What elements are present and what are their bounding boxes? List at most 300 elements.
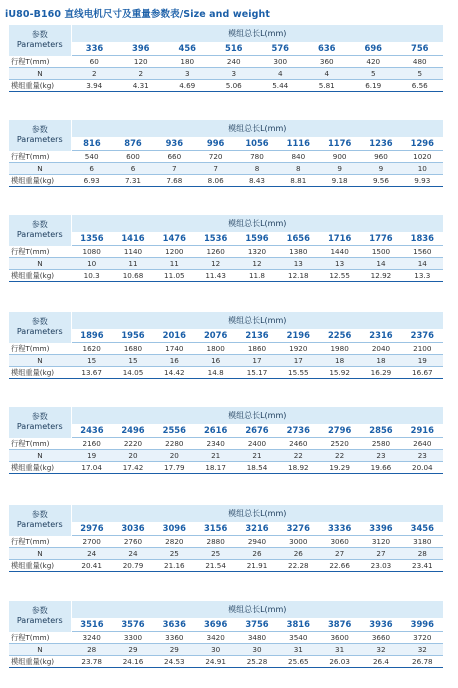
weight-cell: 17.42 <box>112 462 153 474</box>
n-cell: 28 <box>71 644 112 656</box>
stroke-cell: 3540 <box>278 632 319 644</box>
weight-cell: 21.91 <box>236 560 277 572</box>
stroke-row-label: 行程T(mm) <box>9 151 71 163</box>
length-group-header: 模组总长L(mm) <box>71 407 443 424</box>
n-row-label: N <box>9 68 71 80</box>
n-cell: 15 <box>71 355 112 367</box>
stroke-row <box>9 246 443 258</box>
stroke-cell: 2220 <box>112 438 153 450</box>
stroke-row <box>9 151 443 163</box>
length-group-header: 模组总长L(mm) <box>71 120 443 137</box>
table-header-row <box>9 215 443 232</box>
length-group-header: 模组总长L(mm) <box>71 312 443 329</box>
n-cell: 18 <box>360 355 401 367</box>
stroke-cell: 2760 <box>112 536 153 548</box>
stroke-row-label: 行程T(mm) <box>9 246 71 258</box>
weight-row-label: 模组重量(kg) <box>9 560 71 572</box>
length-cell: 3636 <box>154 618 195 632</box>
weight-cell: 18.17 <box>195 462 236 474</box>
weight-cell: 24.91 <box>195 656 236 668</box>
stroke-cell: 2040 <box>360 343 401 355</box>
weight-row-label: 模组重量(kg) <box>9 462 71 474</box>
weight-row-label: 模组重量(kg) <box>9 80 71 92</box>
weight-cell: 6.19 <box>350 80 397 92</box>
n-cell: 17 <box>236 355 277 367</box>
parameters-label-en: Parameters <box>16 422 63 432</box>
n-cell: 26 <box>278 548 319 560</box>
stroke-cell: 420 <box>350 56 397 68</box>
length-cell: 1776 <box>360 232 401 246</box>
weight-cell: 20.41 <box>71 560 112 572</box>
stroke-cell: 1800 <box>195 343 236 355</box>
weight-row <box>9 462 443 474</box>
weight-cell: 15.55 <box>278 367 319 379</box>
weight-cell: 14.05 <box>112 367 153 379</box>
length-group-header: 模组总长L(mm) <box>71 601 443 618</box>
n-cell: 31 <box>319 644 360 656</box>
n-row <box>9 258 443 270</box>
n-row <box>9 355 443 367</box>
n-cell: 24 <box>112 548 153 560</box>
weight-cell: 17.04 <box>71 462 112 474</box>
n-cell: 16 <box>154 355 195 367</box>
length-cell: 516 <box>211 42 258 56</box>
weight-cell: 9.18 <box>319 175 360 187</box>
weight-cell: 5.81 <box>304 80 351 92</box>
table-header-row <box>9 312 443 329</box>
length-cell: 1116 <box>278 137 319 151</box>
length-cell: 3276 <box>278 522 319 536</box>
stroke-cell: 1980 <box>319 343 360 355</box>
length-group-header: 模组总长L(mm) <box>71 505 443 522</box>
table-header-row <box>9 407 443 424</box>
length-cell: 3396 <box>360 522 401 536</box>
stroke-cell: 1500 <box>360 246 401 258</box>
n-cell: 20 <box>154 450 195 462</box>
n-cell: 19 <box>402 355 443 367</box>
length-cell: 2856 <box>360 424 401 438</box>
length-cell: 1236 <box>360 137 401 151</box>
weight-row <box>9 656 443 668</box>
weight-cell: 13.3 <box>402 270 443 282</box>
length-row <box>9 424 443 438</box>
weight-row <box>9 270 443 282</box>
weight-cell: 7.31 <box>112 175 153 187</box>
length-cell: 756 <box>397 42 444 56</box>
n-cell: 4 <box>257 68 304 80</box>
weight-cell: 6.56 <box>397 80 444 92</box>
n-cell: 7 <box>154 163 195 175</box>
stroke-cell: 1560 <box>402 246 443 258</box>
stroke-cell: 1140 <box>112 246 153 258</box>
stroke-cell: 3600 <box>319 632 360 644</box>
length-row <box>9 137 443 151</box>
stroke-cell: 120 <box>118 56 165 68</box>
weight-cell: 12.55 <box>319 270 360 282</box>
stroke-cell: 1020 <box>402 151 443 163</box>
weight-row <box>9 175 443 187</box>
length-cell: 3816 <box>278 618 319 632</box>
weight-cell: 15.92 <box>319 367 360 379</box>
parameters-label-cn: 参数 <box>31 606 48 616</box>
length-cell: 3036 <box>112 522 153 536</box>
stroke-row <box>9 343 443 355</box>
weight-cell: 18.92 <box>278 462 319 474</box>
length-cell: 1476 <box>154 232 195 246</box>
weight-cell: 9.93 <box>402 175 443 187</box>
length-group-header: 模组总长L(mm) <box>71 25 443 42</box>
stroke-cell: 2340 <box>195 438 236 450</box>
length-cell: 816 <box>71 137 112 151</box>
length-cell: 2676 <box>236 424 277 438</box>
stroke-cell: 1200 <box>154 246 195 258</box>
n-cell: 21 <box>236 450 277 462</box>
length-row <box>9 42 443 56</box>
n-cell: 6 <box>71 163 112 175</box>
n-cell: 29 <box>154 644 195 656</box>
n-cell: 28 <box>402 548 443 560</box>
spec-table <box>9 407 443 474</box>
n-cell: 23 <box>402 450 443 462</box>
stroke-cell: 2820 <box>154 536 195 548</box>
n-cell: 6 <box>112 163 153 175</box>
n-cell: 17 <box>278 355 319 367</box>
weight-cell: 11.43 <box>195 270 236 282</box>
n-cell: 23 <box>360 450 401 462</box>
length-cell: 2796 <box>319 424 360 438</box>
stroke-row <box>9 536 443 548</box>
n-cell: 18 <box>319 355 360 367</box>
weight-cell: 12.92 <box>360 270 401 282</box>
weight-cell: 4.31 <box>118 80 165 92</box>
stroke-cell: 300 <box>257 56 304 68</box>
weight-cell: 20.79 <box>112 560 153 572</box>
weight-cell: 9.56 <box>360 175 401 187</box>
n-cell: 22 <box>278 450 319 462</box>
n-row-label: N <box>9 163 71 175</box>
length-cell: 2136 <box>236 329 277 343</box>
length-row <box>9 618 443 632</box>
weight-cell: 23.41 <box>402 560 443 572</box>
stroke-cell: 60 <box>71 56 118 68</box>
weight-cell: 19.29 <box>319 462 360 474</box>
stroke-cell: 2940 <box>236 536 277 548</box>
parameters-header-cell <box>9 601 71 632</box>
length-cell: 696 <box>350 42 397 56</box>
stroke-cell: 3720 <box>402 632 443 644</box>
spec-table <box>9 120 443 187</box>
length-row <box>9 522 443 536</box>
weight-cell: 8.43 <box>236 175 277 187</box>
length-cell: 996 <box>195 137 236 151</box>
n-cell: 16 <box>195 355 236 367</box>
weight-cell: 19.66 <box>360 462 401 474</box>
weight-cell: 4.69 <box>164 80 211 92</box>
n-cell: 22 <box>319 450 360 462</box>
spec-table <box>9 505 443 572</box>
length-cell: 3456 <box>402 522 443 536</box>
length-row <box>9 329 443 343</box>
parameters-label-en: Parameters <box>16 520 63 530</box>
weight-cell: 25.65 <box>278 656 319 668</box>
n-cell: 30 <box>236 644 277 656</box>
parameters-label-cn: 参数 <box>31 30 48 40</box>
length-cell: 1056 <box>236 137 277 151</box>
weight-row-label: 模组重量(kg) <box>9 656 71 668</box>
weight-cell: 26.03 <box>319 656 360 668</box>
n-row-label: N <box>9 644 71 656</box>
stroke-row-label: 行程T(mm) <box>9 343 71 355</box>
length-cell: 3876 <box>319 618 360 632</box>
weight-cell: 11.8 <box>236 270 277 282</box>
length-cell: 2556 <box>154 424 195 438</box>
weight-cell: 14.8 <box>195 367 236 379</box>
weight-cell: 10.68 <box>112 270 153 282</box>
n-cell: 9 <box>360 163 401 175</box>
length-cell: 2916 <box>402 424 443 438</box>
length-row <box>9 232 443 246</box>
stroke-cell: 480 <box>397 56 444 68</box>
n-row <box>9 68 443 80</box>
length-cell: 456 <box>164 42 211 56</box>
length-cell: 336 <box>71 42 118 56</box>
length-cell: 2076 <box>195 329 236 343</box>
n-cell: 3 <box>164 68 211 80</box>
weight-row-label: 模组重量(kg) <box>9 175 71 187</box>
n-cell: 8 <box>278 163 319 175</box>
n-cell: 4 <box>304 68 351 80</box>
spec-table <box>9 312 443 379</box>
n-cell: 27 <box>360 548 401 560</box>
stroke-cell: 2100 <box>402 343 443 355</box>
weight-cell: 16.67 <box>402 367 443 379</box>
length-cell: 2376 <box>402 329 443 343</box>
n-cell: 12 <box>195 258 236 270</box>
length-cell: 1896 <box>71 329 112 343</box>
length-cell: 1296 <box>402 137 443 151</box>
n-row-label: N <box>9 258 71 270</box>
n-cell: 8 <box>236 163 277 175</box>
stroke-cell: 840 <box>278 151 319 163</box>
length-cell: 3516 <box>71 618 112 632</box>
parameters-header-cell <box>9 120 71 151</box>
weight-row-label: 模组重量(kg) <box>9 270 71 282</box>
weight-cell: 12.18 <box>278 270 319 282</box>
stroke-cell: 1620 <box>71 343 112 355</box>
stroke-cell: 780 <box>236 151 277 163</box>
stroke-row-label: 行程T(mm) <box>9 438 71 450</box>
weight-cell: 10.3 <box>71 270 112 282</box>
length-cell: 2616 <box>195 424 236 438</box>
stroke-cell: 2580 <box>360 438 401 450</box>
length-cell: 3756 <box>236 618 277 632</box>
page-title: iU80-B160 直线电机尺寸及重量参数表/Size and weight <box>5 9 271 20</box>
length-group-header: 模组总长L(mm) <box>71 215 443 232</box>
stroke-cell: 3300 <box>112 632 153 644</box>
weight-cell: 25.28 <box>236 656 277 668</box>
weight-cell: 26.78 <box>402 656 443 668</box>
parameters-label-en: Parameters <box>16 135 63 145</box>
length-cell: 2976 <box>71 522 112 536</box>
n-cell: 24 <box>71 548 112 560</box>
spec-table <box>9 601 443 668</box>
stroke-cell: 2460 <box>278 438 319 450</box>
stroke-cell: 2280 <box>154 438 195 450</box>
stroke-row <box>9 632 443 644</box>
stroke-cell: 3360 <box>154 632 195 644</box>
weight-cell: 17.79 <box>154 462 195 474</box>
length-cell: 2256 <box>319 329 360 343</box>
weight-cell: 6.93 <box>71 175 112 187</box>
weight-cell: 21.54 <box>195 560 236 572</box>
stroke-cell: 1680 <box>112 343 153 355</box>
n-cell: 27 <box>319 548 360 560</box>
length-cell: 3216 <box>236 522 277 536</box>
length-cell: 3336 <box>319 522 360 536</box>
parameters-label-cn: 参数 <box>31 412 48 422</box>
stroke-cell: 1080 <box>71 246 112 258</box>
length-cell: 1416 <box>112 232 153 246</box>
n-row <box>9 163 443 175</box>
n-cell: 5 <box>350 68 397 80</box>
weight-cell: 22.28 <box>278 560 319 572</box>
stroke-cell: 1440 <box>319 246 360 258</box>
length-cell: 1716 <box>319 232 360 246</box>
stroke-cell: 3480 <box>236 632 277 644</box>
stroke-cell: 3120 <box>360 536 401 548</box>
n-cell: 10 <box>71 258 112 270</box>
weight-cell: 16.29 <box>360 367 401 379</box>
length-cell: 576 <box>257 42 304 56</box>
weight-cell: 8.06 <box>195 175 236 187</box>
n-row-label: N <box>9 450 71 462</box>
weight-cell: 14.42 <box>154 367 195 379</box>
weight-cell: 11.05 <box>154 270 195 282</box>
stroke-cell: 240 <box>211 56 258 68</box>
weight-cell: 8.81 <box>278 175 319 187</box>
length-cell: 1596 <box>236 232 277 246</box>
weight-cell: 7.68 <box>154 175 195 187</box>
n-row <box>9 450 443 462</box>
n-cell: 13 <box>278 258 319 270</box>
n-cell: 21 <box>195 450 236 462</box>
n-cell: 7 <box>195 163 236 175</box>
weight-cell: 23.78 <box>71 656 112 668</box>
n-cell: 19 <box>71 450 112 462</box>
stroke-row-label: 行程T(mm) <box>9 632 71 644</box>
n-cell: 12 <box>236 258 277 270</box>
weight-cell: 5.06 <box>211 80 258 92</box>
stroke-cell: 2520 <box>319 438 360 450</box>
parameters-label-cn: 参数 <box>31 125 48 135</box>
stroke-cell: 660 <box>154 151 195 163</box>
length-cell: 3996 <box>402 618 443 632</box>
n-cell: 2 <box>118 68 165 80</box>
length-cell: 2316 <box>360 329 401 343</box>
stroke-cell: 2160 <box>71 438 112 450</box>
n-cell: 20 <box>112 450 153 462</box>
n-cell: 5 <box>397 68 444 80</box>
stroke-cell: 1380 <box>278 246 319 258</box>
stroke-row <box>9 56 443 68</box>
stroke-cell: 540 <box>71 151 112 163</box>
spec-table <box>9 215 443 282</box>
stroke-cell: 360 <box>304 56 351 68</box>
weight-cell: 26.4 <box>360 656 401 668</box>
stroke-cell: 3180 <box>402 536 443 548</box>
stroke-row <box>9 438 443 450</box>
weight-cell: 22.66 <box>319 560 360 572</box>
n-cell: 11 <box>154 258 195 270</box>
stroke-cell: 1920 <box>278 343 319 355</box>
length-cell: 1656 <box>278 232 319 246</box>
n-cell: 32 <box>402 644 443 656</box>
stroke-cell: 2700 <box>71 536 112 548</box>
table-header-row <box>9 601 443 618</box>
n-cell: 31 <box>278 644 319 656</box>
weight-cell: 5.44 <box>257 80 304 92</box>
stroke-cell: 3060 <box>319 536 360 548</box>
table-header-row <box>9 505 443 522</box>
stroke-cell: 1740 <box>154 343 195 355</box>
parameters-header-cell <box>9 505 71 536</box>
length-cell: 1176 <box>319 137 360 151</box>
weight-cell: 24.53 <box>154 656 195 668</box>
weight-cell: 15.17 <box>236 367 277 379</box>
weight-row <box>9 367 443 379</box>
stroke-cell: 720 <box>195 151 236 163</box>
stroke-cell: 3660 <box>360 632 401 644</box>
n-cell: 26 <box>236 548 277 560</box>
spec-table <box>9 25 443 92</box>
length-cell: 2496 <box>112 424 153 438</box>
n-row <box>9 644 443 656</box>
parameters-header-cell <box>9 312 71 343</box>
weight-cell: 3.94 <box>71 80 118 92</box>
stroke-cell: 1860 <box>236 343 277 355</box>
n-cell: 14 <box>360 258 401 270</box>
stroke-cell: 2640 <box>402 438 443 450</box>
length-cell: 3696 <box>195 618 236 632</box>
n-row-label: N <box>9 548 71 560</box>
length-cell: 2196 <box>278 329 319 343</box>
length-cell: 3096 <box>154 522 195 536</box>
parameters-label-en: Parameters <box>16 40 63 50</box>
n-cell: 14 <box>402 258 443 270</box>
length-cell: 876 <box>112 137 153 151</box>
n-cell: 2 <box>71 68 118 80</box>
stroke-row-label: 行程T(mm) <box>9 536 71 548</box>
n-cell: 29 <box>112 644 153 656</box>
length-cell: 3936 <box>360 618 401 632</box>
length-cell: 936 <box>154 137 195 151</box>
stroke-cell: 3420 <box>195 632 236 644</box>
parameters-label-cn: 参数 <box>31 510 48 520</box>
stroke-cell: 1260 <box>195 246 236 258</box>
length-cell: 2436 <box>71 424 112 438</box>
weight-cell: 18.54 <box>236 462 277 474</box>
weight-cell: 24.16 <box>112 656 153 668</box>
stroke-cell: 900 <box>319 151 360 163</box>
n-cell: 3 <box>211 68 258 80</box>
length-cell: 1836 <box>402 232 443 246</box>
stroke-cell: 1320 <box>236 246 277 258</box>
n-cell: 11 <box>112 258 153 270</box>
length-cell: 636 <box>304 42 351 56</box>
weight-row-label: 模组重量(kg) <box>9 367 71 379</box>
stroke-cell: 2880 <box>195 536 236 548</box>
stroke-cell: 180 <box>164 56 211 68</box>
